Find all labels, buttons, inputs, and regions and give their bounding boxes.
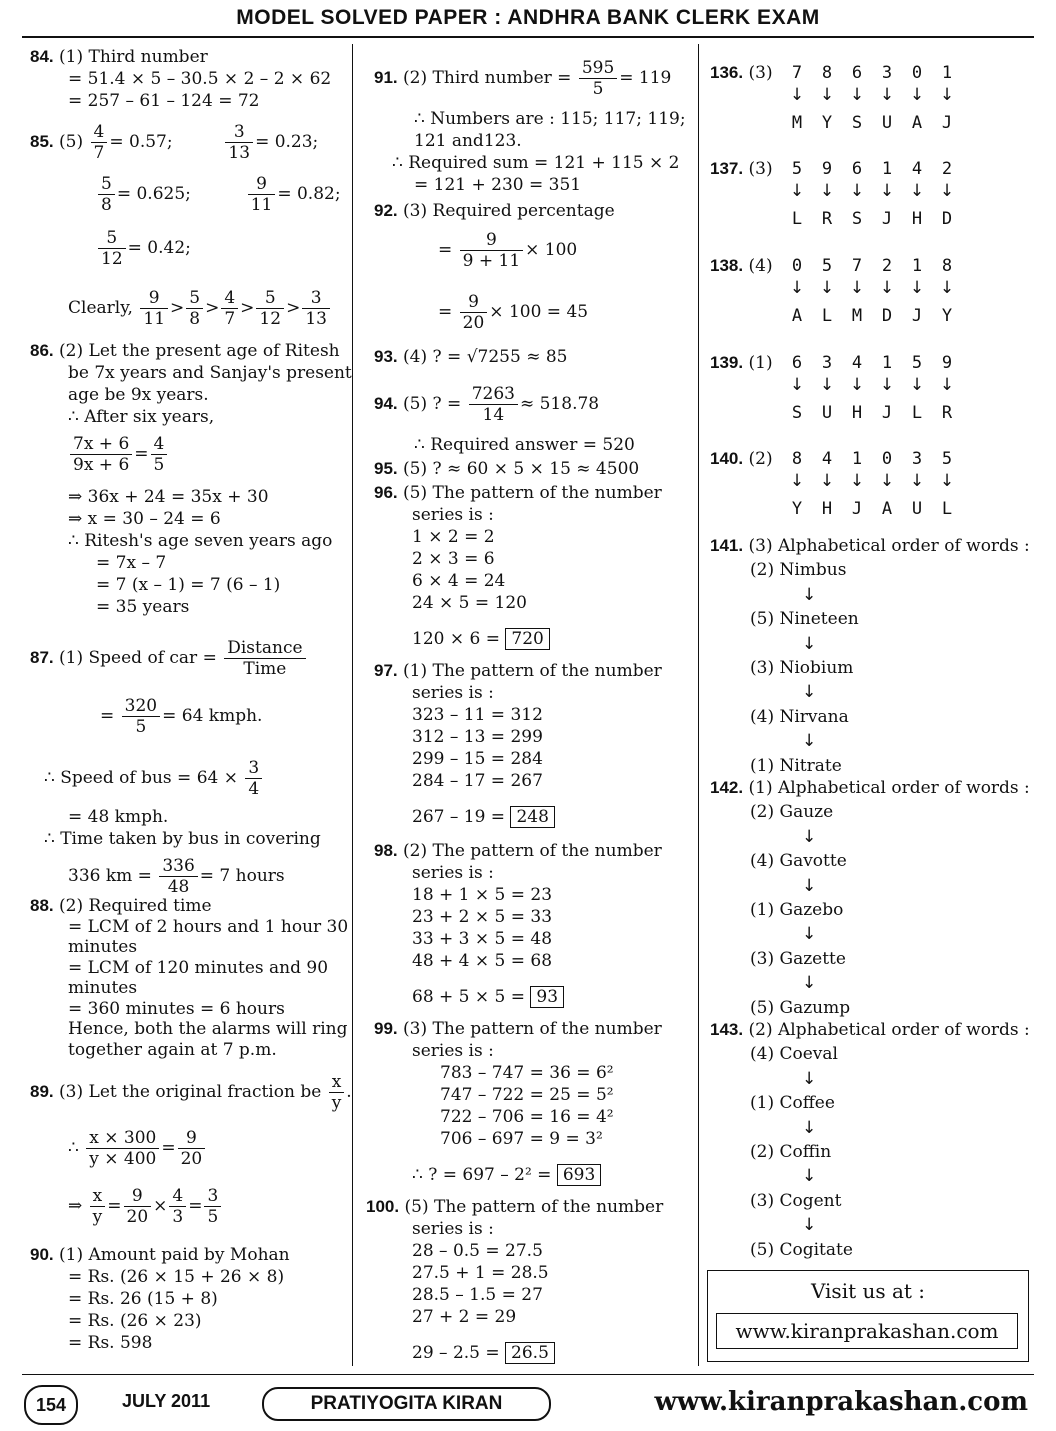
visit-us-box	[707, 1270, 1029, 1362]
column-divider-2	[698, 44, 699, 1366]
question-140: 140. (2) 8 4 1 0 3 5 ↓ ↓ ↓ ↓ ↓ ↓ Y H J A U L	[710, 449, 955, 519]
question-89: 89. (3) Let the original fraction be $\frac{x}{y}$ . ∴ $\frac{x \times 300}{y \times 400}$ = $\frac{9}{20}$ ⇒ $\frac{x}{y}$ = $\frac{9}{20}$ × $\frac{4}{3}$ = $\frac{3}{5}$	[30, 1072, 352, 1227]
question-92: 92. (3) Required percentage = $\frac{9}{9 + 11}$ × 100 = $\frac{9}{20}$ × 100 = 45	[374, 201, 615, 333]
question-139: 139. (1) 6 3 4 1 5 9 ↓ ↓ ↓ ↓ ↓ ↓ S U H J L R	[710, 353, 955, 423]
question-88: 88. (2) Required time = LCM of 2 hours and 1 hour 30 minutes = LCM of 120 minutes and 90 minutes = 360 minutes = 6 hours Hence, both the alarms will ring together again at 7 p.m.	[30, 896, 349, 1060]
question-143: 143. (2) Alphabetical order of words : (4) Coeval ↓ (1) Coffee ↓ (2) Coffin ↓ (3) Cogent ↓ (5) Cogitate	[710, 1020, 1030, 1260]
question-96: 96. (5) The pattern of the number series is : 1 × 2 = 2 2 × 3 = 6 6 × 4 = 24 24 × 5 = 120 120 × 6 = 720	[374, 483, 662, 649]
footer-website[interactable]: www.kiranprakashan.com	[654, 1387, 1028, 1417]
magazine-name: PRATIYOGITA KIRAN	[262, 1387, 551, 1421]
question-98: 98. (2) The pattern of the number series is : 18 + 1 × 5 = 23 23 + 2 × 5 = 33 33 + 3 × 5 = 48 48 + 4 × 5 = 68 68 + 5 × 5 = 93	[374, 841, 662, 1007]
page-footer	[0, 1385, 1056, 1425]
question-84: 84. (1) Third number = 51.4 × 5 – 30.5 × 2 – 2 × 62 = 257 – 61 – 124 = 72	[30, 47, 332, 111]
question-137: 137. (3) 5 9 6 1 4 2 ↓ ↓ ↓ ↓ ↓ ↓ L R S J H D	[710, 159, 955, 229]
question-136: 136. (3) 7 8 6 3 0 1 ↓ ↓ ↓ ↓ ↓ ↓ M Y S U A J	[710, 63, 955, 133]
question-93: 93. (4) ? = √7255 ≈ 85	[374, 347, 568, 367]
question-141: 141. (3) Alphabetical order of words : (2) Nimbus ↓ (5) Nineteen ↓ (3) Niobium ↓ (4) Nirvana ↓ (1) Nitrate	[710, 536, 1030, 776]
column-divider-1	[352, 44, 353, 1366]
page-number: 154	[24, 1385, 78, 1425]
footer-rule	[22, 1374, 1034, 1375]
header-rule	[22, 36, 1034, 38]
question-142: 142. (1) Alphabetical order of words : (2) Gauze ↓ (4) Gavotte ↓ (1) Gazebo ↓ (3) Gazette ↓ (5) Gazump	[710, 778, 1030, 1018]
question-99: 99. (3) The pattern of the number series is : 783 – 747 = 36 = 6² 747 – 722 = 25 = 5² 722 – 706 = 16 = 4² 706 – 697 = 9 = 3² ∴ ? = 697 – 2² = 693	[374, 1019, 662, 1185]
question-95: 95. (5) ? ≈ 60 × 5 × 15 ≈ 4500	[374, 459, 640, 479]
question-97: 97. (1) The pattern of the number series is : 323 – 11 = 312 312 – 13 = 299 299 – 15 = 284 284 – 17 = 267 267 – 19 = 248	[374, 661, 662, 827]
question-138: 138. (4) 0 5 7 2 1 8 ↓ ↓ ↓ ↓ ↓ ↓ A L M D J Y	[710, 256, 955, 326]
question-87: 87. (1) Speed of car = $\frac{\text{Distance}}{\text{Time}}$ = $\frac{320}{5}$ = 64 kmph. ∴ Speed of bus = 64 × $\frac{3}{4}$ = 48 kmph. ∴ Time taken by bus in covering 336 km = $\frac{336}{48}$ = 7 hours	[30, 638, 321, 897]
question-86: 86. (2) Let the present age of Ritesh be 7x years and Sanjay's present age be 9x years. ∴ After six years, $\frac{7x + 6}{9x + 6}$ = $\frac{4}{5}$ ⇒ 36x + 24 = 35x + 30 ⇒ x = 30 – 24 = 6 ∴ Ritesh's age seven years ago = 7x – 7 = 7 (x – 1) = 7 (6 – 1) = 35 years	[30, 341, 352, 617]
question-100: 100. (5) The pattern of the number series is : 28 – 0.5 = 27.5 27.5 + 1 = 28.5 28.5 – 1.5 = 27 27 + 2 = 29 29 – 2.5 = 26.5	[366, 1197, 664, 1363]
visit-us-label: Visit us at :	[810, 1279, 926, 1303]
question-91: 91. (2) Third number = $\frac{595}{5}$ = 119 ∴ Numbers are : 115; 117; 119; 121 and123. ∴ Required sum = 121 + 115 × 2 = 121 + 230 = 351	[374, 58, 686, 195]
question-94: 94. (5) ? = $\frac{7263}{14}$ ≈ 518.78 ∴ Required answer = 520	[374, 384, 635, 455]
visit-us-url[interactable]: www.kiranprakashan.com	[716, 1313, 1018, 1349]
question-90: 90. (1) Amount paid by Mohan = Rs. (26 × 15 + 26 × 8) = Rs. 26 (15 + 8) = Rs. (26 × 23) = Rs. 598	[30, 1245, 290, 1353]
question-85: 85. (5) $\frac{4}{7}$ = 0.57; $\frac{3}{13}$ = 0.23; $\frac{5}{8}$ = 0.625; $\frac{9}{11}$ = 0.82; $\frac{5}{12}$ = 0.42; Clearly, $\frac{9}{11}$ > $\frac{5}{8}$ > $\frac{4}{7}$ > $\frac{5}{12}$ > $\frac{3}{13}$	[30, 122, 341, 329]
page-header: MODEL SOLVED PAPER : ANDHRA BANK CLERK EXAM	[236, 6, 820, 29]
issue-month: JULY 2011	[122, 1391, 211, 1411]
